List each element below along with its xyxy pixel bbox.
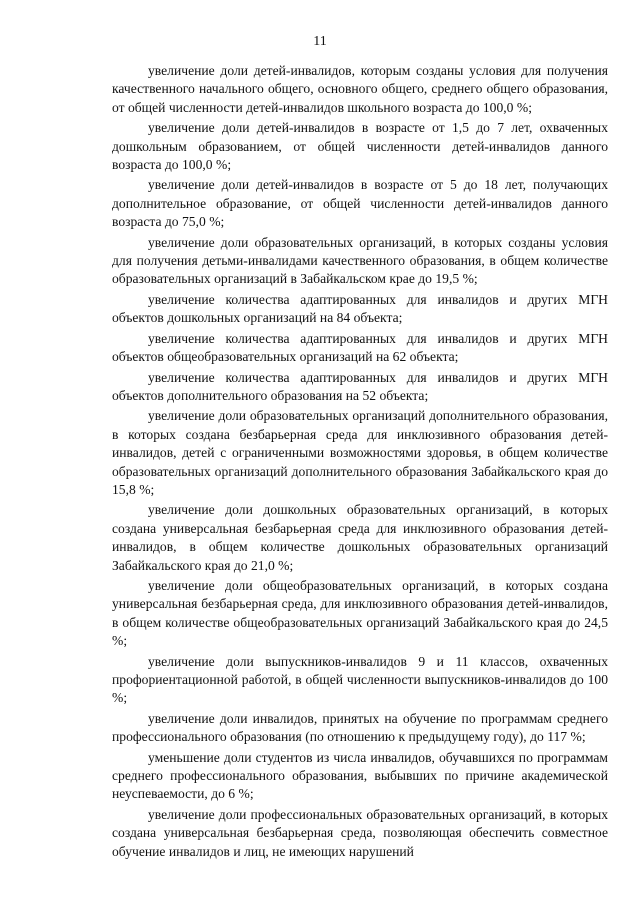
page-number: 11: [313, 34, 327, 49]
paragraph-11: увеличение доли выпускников-инвалидов 9 и 11 классов, охваченных профориентационной работой, в общей численности выпускников-инвалидов до 100 %;: [112, 653, 608, 706]
paragraph-10: увеличение доли общеобразовательных организаций, в которых создана универсальная безбарьерная среда, для инклюзивного образования детей-инвалидов, в общем количестве общеобразовательных организаций Забайкальского края до 24,5 %;: [112, 577, 608, 649]
paragraph-4: увеличение доли образовательных организаций, в которых созданы условия для получения детьми-инвалидами качественного образования, в общем количестве образовательных организаций в Забайкальском крае до 19,5 %;: [112, 234, 608, 287]
paragraph-7: увеличение количества адаптированных для инвалидов и других МГН объектов дополнительного образования на 52 объекта;: [112, 369, 608, 403]
paragraph-2: увеличение доли детей-инвалидов в возрасте от 1,5 до 7 лет, охваченных дошкольным образованием, от общей численности детей-инвалидов данного возраста до 100,0 %;: [112, 120, 608, 173]
paragraph-8: увеличение доли образовательных организаций дополнительного образования, в которых создана безбарьерная среда для инклюзивного образования детей-инвалидов, детей с ограниченными возможностями здоровья, в общем количестве образовательных организаций дополнительного образования Забайкальского края до 15,8 %;: [112, 408, 608, 497]
paragraph-13: уменьшение доли студентов из числа инвалидов, обучавшихся по программам среднего профессионального образования, выбывших по причине академической неуспеваемости, до 6 %;: [112, 749, 608, 802]
paragraph-9: увеличение доли дошкольных образовательных организаций, в которых создана универсальная безбарьерная среда для инклюзивного образования детей-инвалидов, в общем количестве дошкольных образовательных организаций Забайкальского края до 21,0 %;: [112, 502, 608, 573]
paragraph-1: увеличение доли детей-инвалидов, которым созданы условия для получения качественного начального общего, основного общего, среднего общего образования, от общей численности детей-инвалидов школьного возраста до 100,0 %;: [112, 63, 608, 115]
paragraph-12: увеличение доли инвалидов, принятых на обучение по программам среднего профессионального образования (по отношению к предыдущему году), до 117 %;: [112, 710, 608, 745]
paragraph-6: увеличение количества адаптированных для инвалидов и других МГН объектов общеобразовательных организаций на 62 объекта;: [112, 330, 608, 365]
paragraph-5: увеличение количества адаптированных для инвалидов и других МГН объектов дошкольных организаций на 84 объекта;: [112, 291, 608, 326]
paragraph-14: увеличение доли профессиональных образовательных организаций, в которых создана универсальная безбарьерная среда, позволяющая обеспечить совместное обучение инвалидов и лиц, не имеющих нарушений: [112, 806, 608, 859]
body-text: [112, 62, 608, 861]
paragraph-3: увеличение доли детей-инвалидов в возрасте от 5 до 18 лет, получающих дополнительное образование, от общей численности детей-инвалидов данного возраста до 75,0 %;: [112, 177, 608, 230]
